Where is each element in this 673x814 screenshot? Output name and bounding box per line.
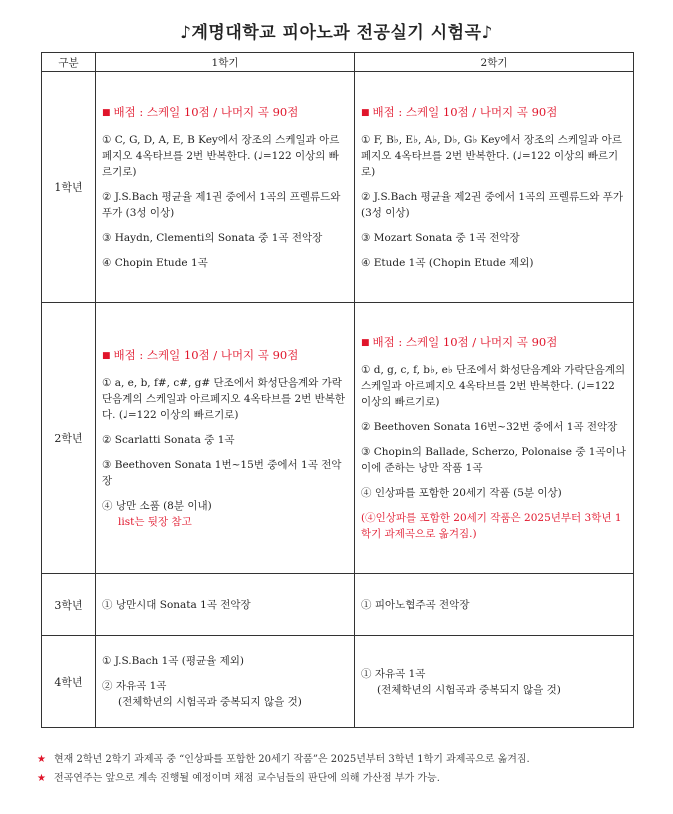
row-label: 1학년 — [42, 72, 96, 303]
header-semester-1: 1학기 — [96, 53, 355, 72]
square-bullet-icon: ■ — [361, 338, 370, 348]
exam-item: ① J.S.Bach 1곡 (평균율 제외) — [102, 655, 245, 667]
table-row-year-4 — [42, 636, 634, 728]
exam-item: ④ 인상파를 포함한 20세기 작품 (5분 이상) — [361, 487, 562, 499]
cell-year2-sem2 — [355, 303, 634, 574]
exam-item: ① C, G, D, A, E, B Key에서 장조의 스케일과 아르페지오 4옥타브를 2번 반복한다. (♩=122 이상의 빠르기로) — [102, 133, 340, 178]
header-semester-2: 2학기 — [355, 53, 634, 72]
exam-item: ① 피아노협주곡 전악장 — [361, 598, 470, 611]
exam-item: ① 낭만시대 Sonata 1곡 전악장 — [102, 598, 251, 611]
exam-item: ② 자유곡 1곡 — [102, 680, 167, 692]
exam-item: ② J.S.Bach 평균율 제2권 중에서 1곡의 프렐류드와 푸가 (3성 이상) — [361, 190, 624, 219]
score-line: ■ 배점 : 스케일 10점 / 나머지 곡 90점 — [102, 104, 299, 119]
score-line: ■ 배점 : 스케일 10점 / 나머지 곡 90점 — [361, 335, 558, 349]
exam-item: ② J.S.Bach 평균율 제1권 중에서 1곡의 프렐류드와 푸가 (3성 이상) — [102, 190, 341, 219]
star-icon: ★ — [37, 754, 46, 765]
square-bullet-icon: ■ — [361, 107, 370, 118]
exam-item: ③ Haydn, Clementi의 Sonata 중 1곡 전악장 — [102, 231, 323, 244]
cell-year1-sem2 — [355, 72, 634, 303]
list-reference-note: list는 뒷장 참고 — [118, 515, 192, 528]
square-bullet-icon: ■ — [102, 350, 111, 361]
exam-item: ① d, g, c, f, b♭, e♭ 단조에서 화성단음계와 가락단음계의 스케일과 아르페지오 4옥타브를 2번 반복한다. (♩=122 이상의 빠르기로) — [361, 364, 626, 408]
table-row-year-1 — [42, 72, 634, 303]
exam-item-subnote: (전체학년의 시험곡과 중복되지 않을 것) — [118, 696, 302, 708]
exam-table — [41, 52, 634, 728]
cell-year3-sem2 — [355, 574, 634, 636]
cell-year3-sem1 — [96, 574, 355, 636]
page-title: ♪계명대학교 피아노과 전공실기 시험곡♪ — [180, 23, 493, 43]
table-header-row — [42, 53, 634, 72]
exam-item: ④ Chopin Etude 1곡 — [102, 256, 208, 269]
cell-year1-sem1 — [96, 72, 355, 303]
cell-year4-sem1 — [96, 636, 355, 728]
exam-item: ② Scarlatti Sonata 중 1곡 — [102, 433, 235, 446]
exam-item-subnote: (전체학년의 시험곡과 중복되지 않을 것) — [377, 683, 561, 696]
cell-year2-sem1 — [96, 303, 355, 574]
exam-item: ④ 낭만 소품 (8분 이내) — [102, 499, 212, 512]
change-notice: (④인상파를 포함한 20세기 작품은 2025년부터 3학년 1학기 과제곡으로 옮겨짐.) — [361, 512, 622, 540]
header-category: 구분 — [42, 53, 96, 72]
row-label: 2학년 — [42, 303, 96, 574]
exam-item: ① F, B♭, E♭, A♭, D♭, G♭ Key에서 장조의 스케일과 아르페지오 4옥타브를 2번 반복한다. (♩=122 이상의 빠르기로) — [361, 133, 622, 178]
row-label: 4학년 — [42, 636, 96, 728]
exam-item: ③ Beethoven Sonata 1번~15번 중에서 1곡 전악장 — [102, 458, 342, 487]
score-line: ■ 배점 : 스케일 10점 / 나머지 곡 90점 — [102, 347, 299, 362]
table-row-year-2 — [42, 303, 634, 574]
exam-item: ① a, e, b, f#, c#, g# 단조에서 화성단음계와 가락단음계의 스케일과 아르페지오 4옥타브를 2번 반복한다. (♩=122 이상의 빠르기로) — [102, 376, 346, 421]
footnote: ★ 전곡연주는 앞으로 계속 진행될 예정이며 채점 교수님들의 판단에 의해 가산점 부가 가능. — [37, 773, 440, 784]
exam-item: ③ Chopin의 Ballade, Scherzo, Polonaise 중 1곡이나 이에 준하는 낭만 작품 1곡 — [361, 446, 626, 474]
row-label: 3학년 — [42, 574, 96, 636]
score-line: ■ 배점 : 스케일 10점 / 나머지 곡 90점 — [361, 104, 558, 119]
star-icon: ★ — [37, 773, 46, 784]
exam-item: ② Beethoven Sonata 16번~32번 중에서 1곡 전악장 — [361, 421, 618, 433]
cell-year4-sem2 — [355, 636, 634, 728]
exam-item: ① 자유곡 1곡 — [361, 667, 426, 680]
footnotes — [37, 750, 637, 788]
exam-item: ③ Mozart Sonata 중 1곡 전악장 — [361, 231, 520, 244]
exam-item: ④ Etude 1곡 (Chopin Etude 제외) — [361, 256, 534, 269]
footnote: ★ 현재 2학년 2학기 과제곡 중 “인상파를 포함한 20세기 작품”은 2025년부터 3학년 1학기 과제곡으로 옮겨짐. — [37, 754, 530, 765]
square-bullet-icon: ■ — [102, 107, 111, 118]
table-row-year-3 — [42, 574, 634, 636]
